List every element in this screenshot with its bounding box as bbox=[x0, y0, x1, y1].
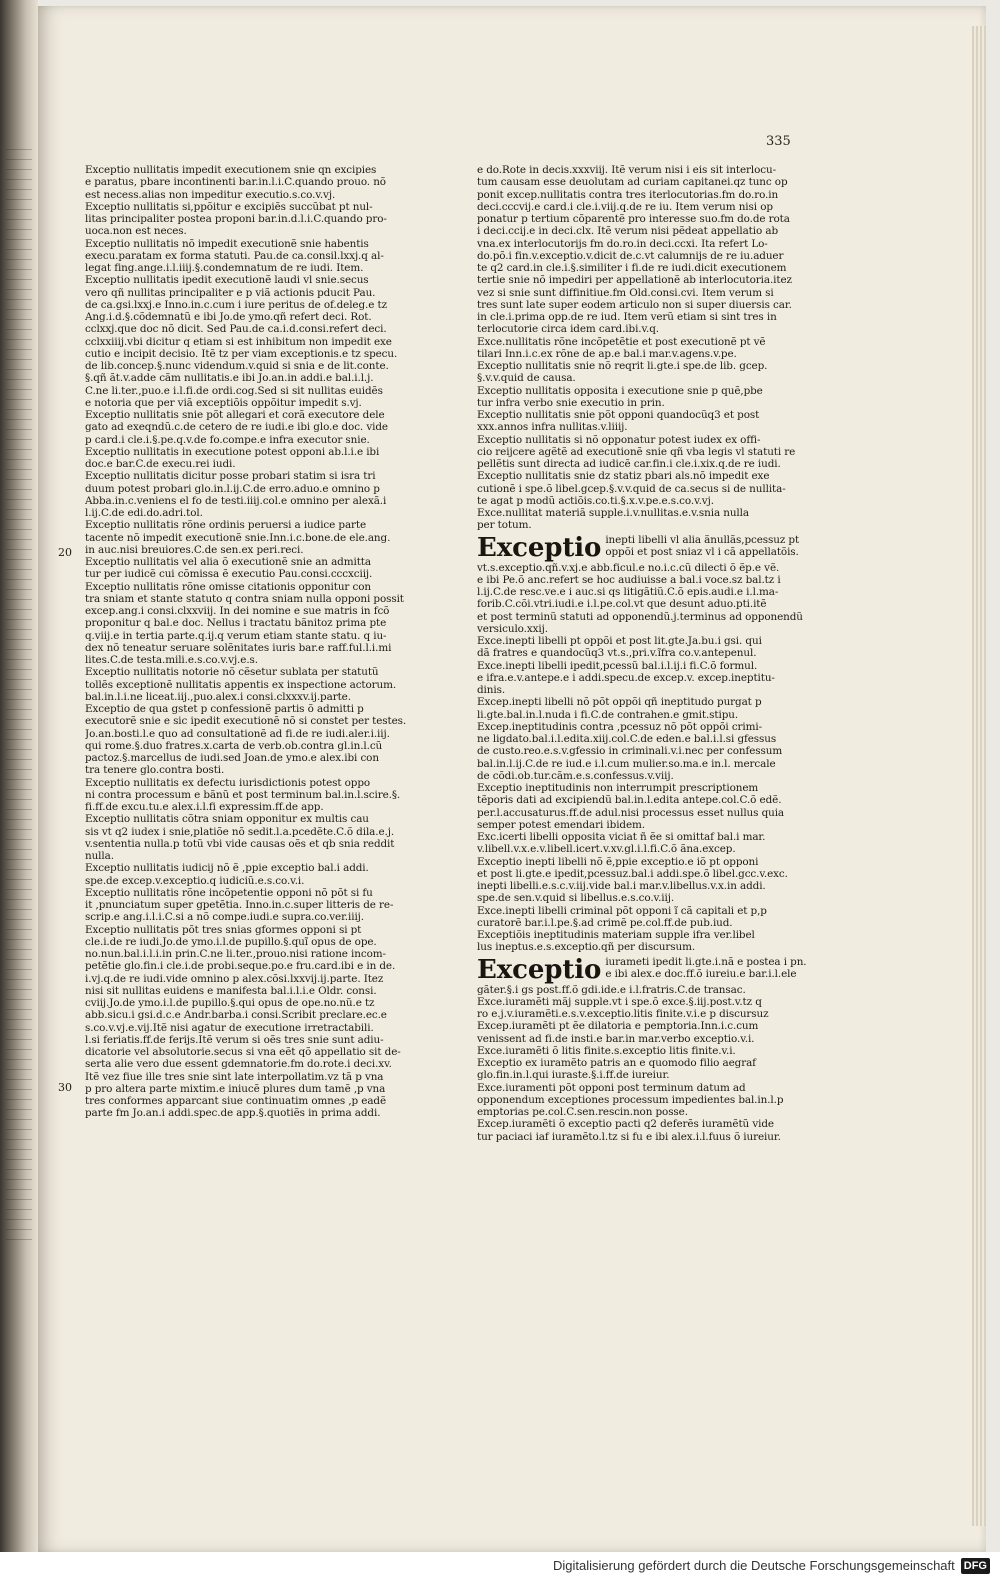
text-line: per totum. bbox=[477, 519, 532, 532]
text-line: Exceptio nullitatis ipedit executionẽ laudi vl snie.secus bbox=[85, 274, 369, 287]
text-line: deci.cccvij.e card.i cle.i.viij.q.de re iu. Item verum nisi op bbox=[477, 200, 773, 213]
text-line: scrip.e ang.i.l.i.C.si a nõ compe.iudi.e supra.co.ver.iiij. bbox=[85, 911, 365, 924]
text-line: serta alie vero due essent gdemnatorie.fm do.rote.i deci.xv. bbox=[85, 1058, 392, 1071]
text-line: tres sunt late super eodem articulo non si super diuersis car. bbox=[477, 298, 792, 311]
text-line: it ,pnunciatum super gpetẽtia. Inno.in.c.super litteris de re- bbox=[85, 899, 394, 911]
text-line: cclxxiiij.vbi dicitur q etiam si est inhibitum non impedit exe bbox=[85, 335, 392, 348]
text-line: nulla. bbox=[85, 850, 114, 862]
text-line: s.co.v.vj.e.vij.Itẽ nisi agatur de executione irretractabili. bbox=[85, 1021, 374, 1034]
text-line: per.l.accusaturus.ff.de adul.nisi processus esset nullus quia bbox=[477, 806, 785, 819]
text-line: terlocutorie circa idem card.ibi.v.q. bbox=[477, 323, 659, 336]
text-line: §.v.v.quid de causa. bbox=[477, 372, 576, 385]
text-line: Exce.inepti libelli criminal põt opponi ĩ cã capitali et p,p bbox=[477, 904, 767, 917]
margin-number-20: 20 bbox=[58, 546, 72, 559]
text-line: et post terminũ statuti ad opponendũ.j.terminus ad opponendũ bbox=[477, 610, 803, 623]
text-line: Exce.iuramenti põt opponi post terminum datum ad bbox=[477, 1081, 746, 1094]
text-line: e paratus, pbare incontinenti bar.in.l.i.C.quando prouo. nõ bbox=[85, 176, 386, 189]
text-line: Exceptio nullitatis snie põt allegari et corã executore dele bbox=[85, 409, 385, 421]
text-line: tres conformes apparcant siue continuatim omnes ,p eadẽ bbox=[85, 1095, 387, 1107]
text-line: Exceptio nullitatis si,ppõitur e excipiẽs succũbat pt nul- bbox=[85, 200, 373, 213]
text-line: Exceptio nullitatis snie dz statiz pbari als.nõ impedit exe bbox=[477, 470, 770, 483]
rubric-lines bbox=[605, 534, 807, 559]
text-line: vero qñ nullitas principaliter e p viã actionis pducit Pau. bbox=[85, 286, 376, 299]
right-column-top-block bbox=[477, 164, 807, 532]
text-line: gãter.§.i gs post.ff.õ gdi.ide.e i.l.fratris.C.de transac. bbox=[477, 983, 746, 996]
text-line: dinis. bbox=[477, 684, 506, 696]
text-line: Exceptio ineptitudinis non interrumpit prescriptionem bbox=[477, 782, 759, 794]
text-line: Exceptio nullitatis in executione potest opponi ab.l.i.e ibi bbox=[85, 445, 380, 458]
text-line: de custo.reo.e.s.v.gfessio in criminali.v.i.nec per confessum bbox=[477, 745, 783, 758]
text-line: te q2 card.in cle.i.§.similiter i fi.de re iudi.dicit executionem bbox=[477, 262, 787, 274]
text-line: Exce.iuramẽti õ litis finite.s.exceptio litis finite.v.i. bbox=[477, 1044, 736, 1057]
text-line: Exce.inepti libelli ipedit,pcessũ bal.i.l.ij.i fi.C.õ formul. bbox=[477, 659, 758, 672]
text-line: Excep.inepti libelli nõ põt oppõi qñ ineptitudo purgat p bbox=[477, 696, 762, 709]
text-line: lus ineptus.e.s.exceptio.qñ per discursum. bbox=[477, 941, 696, 954]
text-line: doc.e bar.C.de execu.rei iudi. bbox=[85, 458, 236, 470]
text-line: Exceptio nullitatis si nõ opponatur potest iudex ex offi- bbox=[477, 433, 761, 446]
text-line: Exceptio nullitatis impedit executionem snie qn excipies bbox=[85, 164, 377, 176]
text-line: Exceptio nullitatis põt tres snias gformes opponi si pt bbox=[85, 923, 362, 936]
text-line: Exceptio nullitatis rõne incõpetentie opponi nõ põt si fu bbox=[85, 886, 373, 899]
text-line: cutionẽ i spe.õ libel.gcep.§.v.v.quid de ca.secus si de nullita- bbox=[477, 482, 786, 495]
text-line: Excep.iuramẽti pt ẽe dilatoria e pemptoria.Inn.i.c.cum bbox=[477, 1020, 759, 1033]
text-line: abb.sicu.i gsi.d.c.e Andr.barba.i consi.Scribit preclare.ec.e bbox=[85, 1009, 387, 1022]
text-line: Exceptio nullitatis notorie nõ cẽsetur sublata per statutũ bbox=[85, 666, 379, 679]
footer-bar bbox=[0, 1552, 1000, 1579]
page-number: 335 bbox=[766, 134, 791, 149]
text-line: litas principaliter postea proponi bar.in.d.l.i.C.quando pro- bbox=[85, 213, 387, 225]
text-line: bal.in.l.ij.C.de re iud.e i.l.cum mulier.so.ma.e in.l. mercale bbox=[477, 757, 776, 770]
text-line: executorẽ snie e sic ipedit executionẽ nõ si constet per testes. bbox=[85, 715, 407, 728]
text-line: tra tenere glo.contra bosti. bbox=[85, 764, 225, 777]
text-line: e ifra.e.v.antepe.e i addi.specu.de excep.v. excep.ineptitu- bbox=[477, 671, 775, 684]
text-line: ni contra processum e bãnũ et post terminum bal.in.l.scire.§. bbox=[85, 788, 401, 801]
text-line: cutio e incipit decisio. Itẽ tz per viam exceptionis.e tz specu. bbox=[85, 347, 398, 360]
text-line: Ang.i.d.§.cõdemnatũ e ibi Jo.de ymo.qñ refert deci. Rot. bbox=[85, 311, 372, 323]
text-line: nisi sit nullitas euidens e manifesta bal.i.l.i.e Oldr. consi. bbox=[85, 984, 377, 997]
text-line: de ca.gsi.lxxj.e Inno.in.c.cum i iure peritus de of.deleg.e tz bbox=[85, 298, 387, 311]
right-column-mid-block bbox=[477, 562, 807, 954]
text-line: de lib.concep.§.nunc videndum.v.quid si snia e de lit.conte. bbox=[85, 360, 389, 372]
page-edges bbox=[972, 26, 986, 1526]
text-line: versiculo.xxij. bbox=[477, 622, 548, 635]
text-line: ne ligdato.bal.i.l.edita.xiij.col.C.de eden.e bal.i.l.si gfessus bbox=[477, 733, 777, 745]
text-line: Exceptio nullitatis vel alia õ executionẽ snie an admitta bbox=[85, 556, 371, 568]
rubric-heading: Exceptio bbox=[477, 532, 602, 563]
text-line: opponendum exceptiones processum impedientes bal.in.l.p bbox=[477, 1093, 784, 1106]
text-line: Exceptio nullitatis iudicij nõ ẽ ,ppie exceptio bal.i addi. bbox=[85, 862, 369, 875]
text-line: Exce.nullitatis rõne incõpetẽtie et post executionẽ pt vẽ bbox=[477, 335, 766, 348]
text-line: e ibi Pe.õ anc.refert se hoc audiuisse a bal.i voce.sz bal.tz i bbox=[477, 573, 781, 586]
text-line: inepti libelli vl alia ãnullãs,pcessuz pt bbox=[605, 533, 800, 546]
text-line: execu.paratam ex forma statuti. Pau.de ca.consil.lxxj.q al- bbox=[85, 249, 384, 262]
text-line: li.gte.bal.in.l.nuda i fi.C.de contrahen.e gmit.stipu. bbox=[477, 708, 739, 721]
text-line: Itẽ vez fiue ille tres snie sint late interpollatim.vz tã p vna bbox=[85, 1070, 384, 1083]
text-line: l.si feriatis.ff.de ferijs.Itẽ verum si oẽs tres snie sunt adiu- bbox=[85, 1033, 384, 1046]
text-line: emptorias pe.col.C.sen.rescin.non posse. bbox=[477, 1106, 688, 1118]
text-line: v.sententia nulla.p totũ vbi vide causas oẽs et qb snia reddit bbox=[85, 837, 395, 850]
text-line: ro e.j.v.iuramẽti.e.s.v.exceptio.litis finite.v.i.e p discursuz bbox=[477, 1008, 769, 1020]
text-line: de cõdi.ob.tur.cãm.e.s.confessus.v.viij. bbox=[477, 769, 674, 782]
text-line: do.põ.i fin.v.exceptio.v.dicit de.c.vt calumnijs de re iu.aduer bbox=[477, 249, 784, 262]
text-line: oppõi et post sniaz vl i cã appellatõis. bbox=[605, 545, 799, 558]
text-line: venissent ad fi.de insti.e bar.in mar.verbo exceptio.v.i. bbox=[477, 1032, 755, 1045]
text-line: uoca.non est neces. bbox=[85, 225, 187, 238]
text-line: tacente nõ impedit executionẽ snie.Inn.i.c.bone.de ele.ang. bbox=[85, 531, 391, 544]
text-line: Exceptio nullitatis nõ impedit executionẽ snie habentis bbox=[85, 237, 369, 250]
text-line: ponit excep.nullitatis contra tres iterlocutorias.fm do.ro.in bbox=[477, 188, 779, 201]
text-line: i deci.ccij.e in deci.clx. Itẽ verum nisi pẽdeat appellatio ab bbox=[477, 225, 778, 238]
text-line: gato ad exeqndũ.c.de cetero de re iudi.e ibi glo.e doc. vide bbox=[85, 421, 388, 434]
text-line: tertie snie nõ impediri per appellationẽ ab interlocutoria.itez bbox=[477, 274, 792, 287]
text-line: ponatur p tertium cõparentẽ pro interesse suo.fm do.de rota bbox=[477, 213, 790, 225]
text-line: Exceptio nullitatis snie põt opponi quandocũq3 et post bbox=[477, 409, 760, 421]
text-line: Exce.iuramẽti mãj supple.vt i spe.õ exce.§.iij.post.v.tz q bbox=[477, 995, 762, 1008]
text-line: tẽporis dati ad excipiendũ bal.in.l.edita antepe.col.C.õ edẽ. bbox=[477, 794, 782, 807]
right-text-column bbox=[477, 164, 807, 1143]
text-line: excep.ang.i consi.clxxviij. In dei nomine e sue matris in fcõ bbox=[85, 605, 390, 617]
text-line: Exceptio nullitatis rõne ordinis peruersi a iudice parte bbox=[85, 519, 367, 532]
text-line: lites.C.de testa.mili.e.s.co.v.vj.e.s. bbox=[85, 654, 258, 666]
text-line: e notoria que per viã exceptiõis oppõitur impedit s.vj. bbox=[85, 396, 362, 409]
footer-credit: Digitalisierung gefördert durch die Deutsche Forschungsgemeinschaft bbox=[552, 1558, 955, 1573]
text-line: l.ij.C.de edi.do.adri.tol. bbox=[85, 507, 203, 519]
text-line: Exceptio nullitatis cõtra sniam opponitur ex multis cau bbox=[85, 813, 369, 826]
text-line: in auc.nisi breuiores.C.de sen.ex peri.reci. bbox=[85, 543, 304, 556]
text-line: v.libell.v.x.e.v.libell.icert.v.xv.gl.i.l.fi.C.õ ãna.excep. bbox=[477, 843, 736, 856]
text-line: cio reijcere agẽtẽ ad executionẽ snie qñ vba legis vl statuti re bbox=[477, 445, 796, 458]
text-line: in cle.i.prima opp.de re iud. Item verũ etiam si sint tres in bbox=[477, 311, 777, 323]
text-line: pellẽtis sunt directa ad iudicẽ car.fin.i cle.i.xix.q.de re iudi. bbox=[477, 458, 781, 470]
text-line: l.ij.C.de resc.ve.e i auc.si qs litigãtiũ.C.õ epis.audi.e i.l.ma- bbox=[477, 586, 779, 598]
left-text-column bbox=[85, 164, 412, 1120]
text-line: Excep.iuramẽti õ exceptio pacti q2 deferẽs iuramẽtũ vide bbox=[477, 1118, 774, 1131]
text-line: §.qñ ãt.v.adde cãm nullitatis.e ibi Jo.an.in addi.e bal.i.l.j. bbox=[85, 372, 374, 385]
text-line: Exceptio ex iuramẽto patris an e quomodo filio aegraf bbox=[477, 1057, 756, 1069]
text-line: tur infra verbo snie executio in prin. bbox=[477, 396, 665, 409]
text-line: vez si snie sunt diffinitiue.fm Old.consi.cvi. Item verum si bbox=[477, 286, 774, 299]
text-line: C.ne li.ter.,puo.e i.l.fi.de ordi.cog.Sed si sit nullitas euidẽs bbox=[85, 384, 383, 397]
text-line: vna.ex interlocutorijs fm do.ro.in deci.ccxi. Ita refert Lo- bbox=[477, 237, 768, 250]
text-line: q.viij.e in tertia parte.q.ij.q verum etiam stante statu. q iu- bbox=[85, 629, 387, 642]
text-line: Exceptio nullitatis ex defectu iurisdictionis potest oppo bbox=[85, 776, 371, 789]
text-line: cle.i.de re iudi.Jo.de ymo.i.l.de pupillo.§.quĩ opus de ope. bbox=[85, 935, 377, 948]
text-line: Exceptio nullitatis dicitur posse probari statim si isra tri bbox=[85, 470, 376, 483]
text-line: tilari Inn.i.c.ex rõne de ap.e bal.i mar.v.agens.v.pe. bbox=[477, 347, 737, 360]
text-line: pactoz.§.marcellus de iudi.sed Joan.de ymo.e alex.ibi con bbox=[85, 752, 379, 764]
text-line: Exce.inepti libelli pt oppõi et post lit.gte.Ja.bu.i gsi. qui bbox=[477, 635, 762, 647]
dfg-logo: DFG bbox=[961, 1558, 990, 1574]
text-line: duum potest probari glo.in.l.ij.C.de erro.aduo.e omnino p bbox=[85, 482, 380, 495]
text-line: petẽtie glo.fin.i cle.i.de probi.seque.po.e fru.card.ibi e in de. bbox=[85, 960, 396, 973]
text-line: xxx.annos infra nullitas.v.liiij. bbox=[477, 421, 628, 434]
text-line: bal.in.l.i.ne liceat.iij.,puo.alex.i consi.clxxxv.ij.parte. bbox=[85, 690, 351, 703]
book-page bbox=[38, 6, 986, 1552]
text-line: p card.i cle.i.§.pe.q.v.de fo.compe.e infra executor snie. bbox=[85, 433, 370, 446]
text-line: parte fm Jo.an.i addi.spec.de app.§.quotiẽs in prima addi. bbox=[85, 1107, 381, 1120]
text-line: glo.fin.in.l.qui iuraste.§.i.ff.de iureiur. bbox=[477, 1069, 670, 1082]
text-line: Exce.nullitat materiã supple.i.v.nullitas.e.v.snia nulla bbox=[477, 507, 749, 519]
text-line: curatorẽ bar.i.l.pe.§.ad crimẽ pe.col.ff.de pub.iud. bbox=[477, 916, 733, 929]
text-line: Exc.icerti libelli opposita viciat ñ ẽe si omittaf bal.i mar. bbox=[477, 831, 766, 843]
text-line: dicatorie vel absolutorie.secus si vna eẽt qõ appellatio sit de- bbox=[85, 1046, 401, 1058]
text-line: dã fratres e quandocũq3 vt.s.,pri.v.ĩfra co.v.antepenul. bbox=[477, 647, 757, 660]
text-line: Exceptio inepti libelli nõ ẽ,ppie exceptio.e iõ pt opponi bbox=[477, 855, 759, 868]
book-spine-edge bbox=[0, 0, 38, 1579]
text-line: forib.C.cõi.vtri.iudi.e i.l.pe.col.vt que desunt aduo.pti.itẽ bbox=[477, 598, 767, 611]
text-line: spe.de excep.v.exceptio.q iudiciũ.e.s.co.v.i. bbox=[85, 874, 305, 887]
rubric-heading: Exceptio bbox=[477, 954, 602, 985]
text-line: fi.ff.de excu.tu.e alex.i.l.fi expressim.ff.de app. bbox=[85, 801, 324, 813]
text-line: et post li.gte.e ipedit,pcessuz.bal.i addi.spe.õ libel.gcc.v.exc. bbox=[477, 867, 788, 880]
text-line: no.nun.bal.i.l.i.in prin.C.ne li.ter.,prouo.nisi ratione incom- bbox=[85, 948, 386, 960]
text-line: tra sniam et stante statuto q contra sniam nulla opponi possit bbox=[85, 592, 404, 605]
text-line: p pro altera parte mixtim.e iniucẽ plures dum tamẽ ,p vna bbox=[85, 1082, 386, 1095]
rubric-lines bbox=[605, 956, 807, 981]
text-line: Exceptiõis ineptitudinis materiam supple ifra ver.libel bbox=[477, 929, 755, 941]
text-line: qui rome.§.duo fratres.x.carta de verb.ob.contra gl.in.l.cũ bbox=[85, 739, 383, 752]
text-line: Exceptio nullitatis rõne omisse citationis opponitur con bbox=[85, 580, 371, 593]
text-line: inepti libelli.e.s.c.v.iij.vide bal.i mar.v.libellus.v.x.in addi. bbox=[477, 880, 766, 892]
text-line: est necess.alias non impeditur executio.s.co.v.vj. bbox=[85, 188, 336, 201]
text-line: cviij.Jo.de ymo.i.l.de pupillo.§.qui opus de ope.no.nũ.e tz bbox=[85, 997, 375, 1009]
text-line: i.vj.q.de re iudi.vide omnino p alex.cõsi.lxxvij.ij.parte. Itez bbox=[85, 972, 384, 985]
text-line: Exceptio nullitatis snie nõ reqrit li.gte.i spe.de lib. gcep. bbox=[477, 360, 768, 372]
right-column-bottom-block bbox=[477, 984, 807, 1143]
text-line: dex nõ teneatur seruare solẽnitates iuris bar.e raff.ful.l.i.mi bbox=[85, 641, 392, 654]
text-line: Exceptio nullitatis opposita i executione snie p quẽ,pbe bbox=[477, 384, 763, 397]
text-line: Abba.in.c.veniens el fo de testi.iiij.col.e omnino per alexã.i bbox=[85, 494, 387, 507]
text-line: te agat p modũ actiõis.co.ti.§.x.v.pe.e.s.co.v.vj. bbox=[477, 494, 714, 507]
text-line: Jo.an.bosti.l.e quo ad consultationẽ ad fi.de re iudi.aler.i.iij. bbox=[85, 727, 390, 740]
text-line: cclxxj.que doc nõ dicit. Sed Pau.de ca.i.d.consi.refert deci. bbox=[85, 323, 387, 336]
text-line: proponitur q bal.e doc. Nellus i tractatu bãnitoz prima pte bbox=[85, 617, 387, 630]
text-line: vt.s.exceptio.qñ.v.xj.e abb.ficul.e no.i.c.cũ dilecti õ ẽp.e vẽ. bbox=[477, 561, 780, 574]
rubric-exceptio-inepti bbox=[477, 534, 807, 562]
text-line: sis vt q2 iudex i snie,platiõe nõ sedit.l.a.pcedẽte.C.õ dila.e.j. bbox=[85, 825, 395, 838]
text-line: Exceptio de qua gstet p confessionẽ partis õ admitti p bbox=[85, 703, 364, 715]
text-line: tum causam esse deuolutam ad curiam capitanei.qz tunc op bbox=[477, 176, 788, 189]
rubric-exceptio-iuramenti bbox=[477, 956, 807, 984]
text-line: semper potest emendari ibidem. bbox=[477, 818, 645, 831]
text-line: iurameti ipedit li.gte.i.nã e postea i pn. bbox=[605, 955, 807, 968]
text-line: spe.de sen.v.quid si libellus.e.s.co.v.iij. bbox=[477, 892, 675, 905]
text-line: tur per iudicẽ cui cõmissa ẽ executio Pau.consi.cccxciij. bbox=[85, 568, 373, 581]
text-line: e ibi alex.e doc.ff.õ iureiu.e bar.i.l.ele bbox=[605, 967, 797, 980]
text-line: legat fing.ange.i.l.iiij.§.condemnatum de re iudi. Item. bbox=[85, 262, 364, 274]
text-line: tollẽs exceptionẽ nullitatis appentis ex inspectione actorum. bbox=[85, 678, 397, 691]
text-line: tur paciaci iaf iuramẽto.l.tz si fu e ibi alex.i.l.fuus õ iureiur. bbox=[477, 1130, 781, 1143]
text-line: e do.Rote in decis.xxxviij. Itẽ verum nisi i eis sit interlocu- bbox=[477, 164, 777, 176]
margin-number-30: 30 bbox=[58, 1081, 72, 1094]
text-line: Excep.ineptitudinis contra ,pcessuz nõ põt oppõi crimi- bbox=[477, 720, 763, 733]
